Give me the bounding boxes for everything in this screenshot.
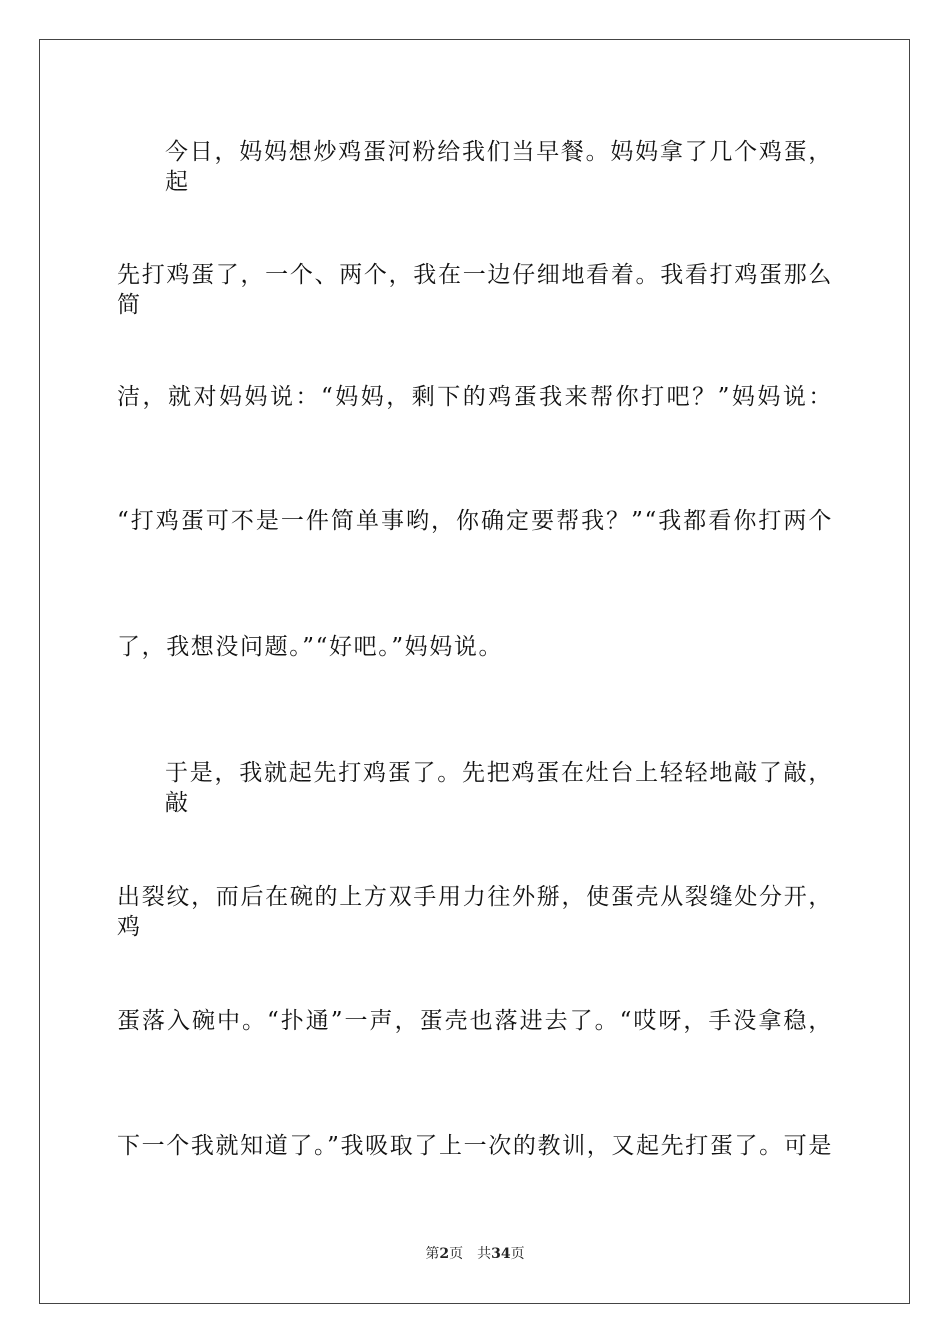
page-footer [0, 1245, 950, 1263]
paragraph-2-line-1: 于是，我就起先打鸡蛋了。先把鸡蛋在灶台上轻轻地敲了敲，敲 [165, 760, 833, 816]
total-prefix: 共 [477, 1246, 492, 1262]
paragraph-1-line-4: “打鸡蛋可不是一件简单事哟，你确定要帮我？”“我都看你打两个 [117, 508, 833, 534]
page-suffix: 页 [449, 1246, 464, 1262]
paragraph-2-line-2: 出裂纹，而后在碗的上方双手用力往外掰，使蛋壳从裂缝处分开，鸡 [117, 884, 833, 940]
total-suffix: 页 [510, 1246, 525, 1262]
page-border [39, 39, 910, 1304]
paragraph-1-line-3: 洁，就对妈妈说：“妈妈，剩下的鸡蛋我来帮你打吧？”妈妈说： [117, 384, 833, 410]
paragraph-1-line-1: 今日，妈妈想炒鸡蛋河粉给我们当早餐。妈妈拿了几个鸡蛋，起 [165, 139, 833, 195]
paragraph-1-line-5: 了，我想没问题。”“好吧。”妈妈说。 [117, 634, 504, 660]
page-number: 2 [439, 1246, 450, 1262]
paragraph-2-line-4: 下一个我就知道了。”我吸取了上一次的教训，又起先打蛋了。可是 [117, 1133, 833, 1159]
page-prefix: 第 [425, 1246, 440, 1262]
paragraph-1-line-2: 先打鸡蛋了，一个、两个，我在一边仔细地看着。我看打鸡蛋那么简 [117, 262, 833, 318]
paragraph-2-line-3: 蛋落入碗中。“扑通”一声，蛋壳也落进去了。“哎呀，手没拿稳， [117, 1008, 833, 1034]
total-pages: 34 [491, 1246, 511, 1262]
